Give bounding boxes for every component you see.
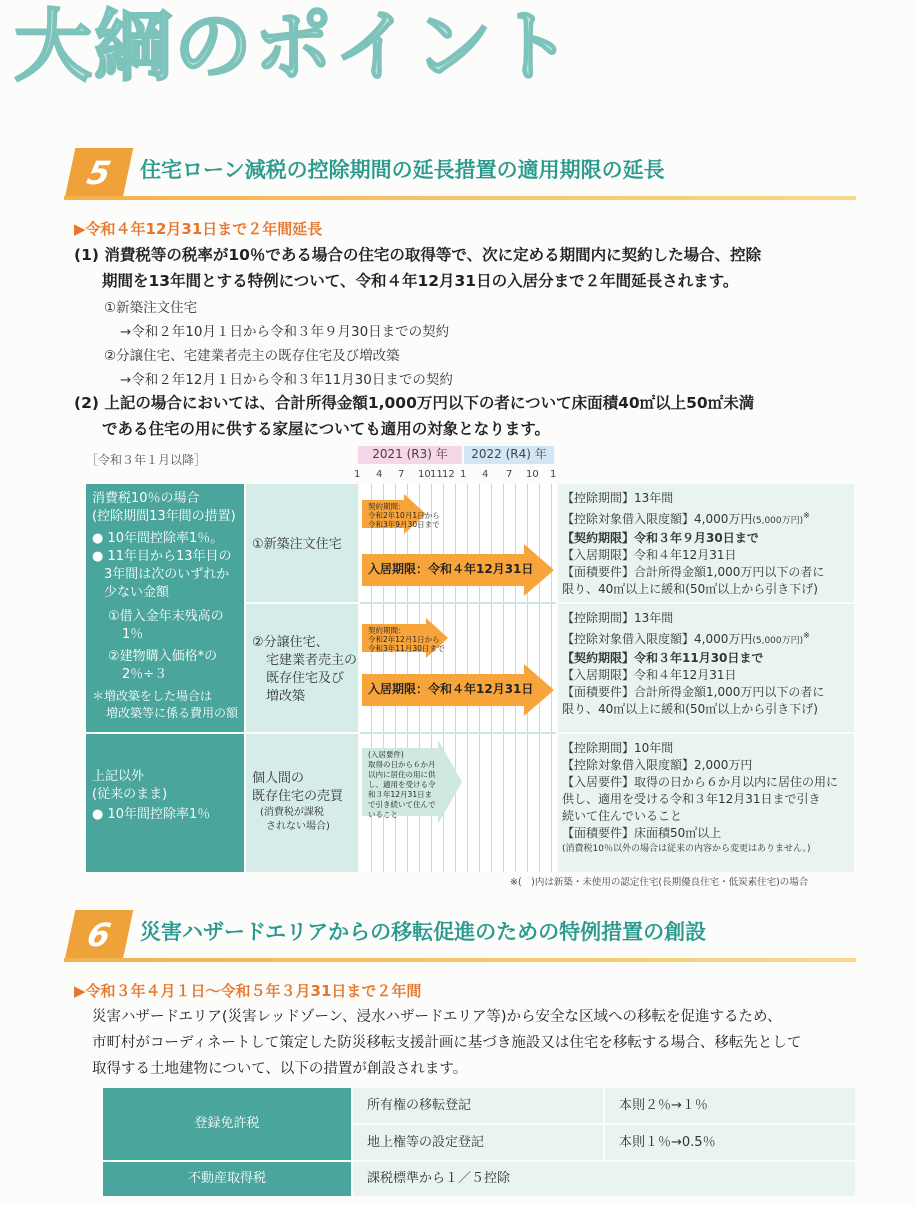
d1-5: 【入居期限】令和４年12月31日 <box>562 548 737 562</box>
d2-0: 【控除期間】13年間 <box>562 611 674 625</box>
d2-1c: ※ <box>803 631 810 640</box>
d2-6: 【面積要件】合計所得金額1,000万円以下の者に <box>562 685 825 699</box>
section5-subtitle: ▶令和４年12月31日まで２年間延長 <box>74 220 323 238</box>
d1-1a: 【控除対象借入限度額】4,000万円 <box>562 512 753 526</box>
lh-b1: ● 10年間控除率1％。 <box>92 531 224 546</box>
type1-label: ①新築注文住宅 <box>252 537 342 552</box>
grid-divider <box>360 602 556 604</box>
ra3-l4: し、適用を受ける令 <box>368 780 436 789</box>
ca2-l3: 令和3年11月30日まで <box>368 644 445 653</box>
contract-arrow-1-text <box>368 502 440 529</box>
lh-s2b: 2％÷３ <box>122 667 168 682</box>
d3-1: 【控除対象借入限度額】2,000万円 <box>562 758 753 772</box>
oh-t1: 上記以外 <box>92 769 145 784</box>
section5-header <box>64 148 856 200</box>
contract-arrow-2 <box>362 618 448 658</box>
s6-p-line2: 市町村がコーディネートして策定した防災移転支援計画に基づき施設又は住宅を移転する場合、移転先として <box>92 1035 802 1051</box>
d2-1 <box>562 627 850 650</box>
section6-title: 災害ハザードエリアからの移転促進のための特例措置の創設 <box>140 920 707 944</box>
d1-1b: (5,000万円) <box>752 516 804 526</box>
left-header-10pct <box>86 484 244 732</box>
section6-header <box>64 910 856 962</box>
left-header-other <box>86 734 244 872</box>
d3-6: (消費税10％以外の場合は従来の内容から変更はありません。) <box>562 844 811 854</box>
ra3-l3: 以内に居住の用に供 <box>368 770 436 779</box>
tax1-label: 登録免許税 <box>103 1088 351 1160</box>
type2-l4: 増改築 <box>266 689 306 704</box>
type2-l1: ②分譲住宅、 <box>252 635 329 650</box>
tick: 7 <box>398 469 405 480</box>
d1-6: 【面積要件】合計所得金額1,000万円以下の者に <box>562 565 825 579</box>
d3-4: 続いて住んでいること <box>562 809 683 823</box>
ca1-l1: 契約期間： <box>368 502 406 511</box>
tax2-label: 不動産取得税 <box>103 1162 351 1196</box>
s5-p1-line2: 期間を13年間とする特例について、令和４年12月31日の入居分まで２年間延長されます。 <box>102 272 739 290</box>
section6-number: 6 <box>65 910 134 960</box>
contract-arrow-2-text <box>368 626 444 653</box>
type3-l1: 個人間の <box>252 771 305 786</box>
s5-p2-line1: (2) 上記の場合においては、合計所得金額1,000万円以下の者について床面積40㎡以上50㎡未満 <box>74 394 755 412</box>
details-cell-2 <box>558 604 854 732</box>
type-cell-2 <box>246 604 358 732</box>
section6-subtitle: ▶令和３年４月１日〜令和５年３月31日まで２年間 <box>74 982 422 1000</box>
ra3-l6: で引き続いて住んで <box>368 800 436 809</box>
tick: 1 <box>550 469 557 480</box>
lh-b2b: 3年間は次のいずれか <box>104 567 230 582</box>
d3-2: 【入居要件】取得の日から６か月以内に居住の用に <box>562 775 839 789</box>
tick: 10 <box>418 469 431 480</box>
ra3-l5: 和３年12月31日ま <box>368 790 433 799</box>
move-in-arrow-2 <box>362 664 554 716</box>
d2-1a: 【控除対象借入限度額】4,000万円 <box>562 632 753 646</box>
tick: 1 <box>460 469 467 480</box>
lh-s1a: ①借入金年末残高の <box>108 609 224 624</box>
lh-b2a: ● 11年目から13年目の <box>92 549 232 564</box>
grid-divider <box>360 732 556 734</box>
d1-4: 【契約期限】令和３年９月30日まで <box>562 531 759 545</box>
ca1-l3: 令和3年9月30日まで <box>368 520 440 529</box>
ra3-l1: (入居要件) <box>368 750 404 759</box>
s6-p-line3: 取得する土地建物について、以下の措置が創設されます。 <box>92 1061 468 1077</box>
type2-l2: 宅建業者売主の <box>266 653 358 668</box>
lh-n1: ＊増改築をした場合は <box>92 689 213 703</box>
move-in-arrow-1-text: 入居期限：令和４年12月31日 <box>368 562 534 576</box>
r3-item: 課税標準から１／５控除 <box>353 1162 855 1196</box>
s5-p2-line2: である住宅の用に供する家屋についても適用の対象となります。 <box>102 420 550 438</box>
lh-b2c: 少ない金額 <box>104 585 170 600</box>
type3-l4: されない場合) <box>266 821 330 832</box>
oh-t2: (従来のまま) <box>92 787 168 802</box>
details-cell-1 <box>558 484 854 602</box>
type-cell-1 <box>246 484 358 602</box>
timeline-year2: 2022 (R4) 年 <box>464 446 554 464</box>
type2-l3: 既存住宅及び <box>266 671 345 686</box>
s5-item2: ②分譲住宅、宅建業者売主の既存住宅及び増改築 <box>104 348 400 364</box>
type3-l2: 既存住宅の売買 <box>252 789 344 804</box>
s5-item2-detail: →令和２年12月１日から令和３年11月30日までの契約 <box>120 372 453 388</box>
tick: 11 <box>430 469 443 480</box>
type3-l3: (消費税が課税 <box>260 807 324 818</box>
ca2-l1: 契約期間： <box>368 626 406 635</box>
d1-1c: ※ <box>803 511 810 520</box>
s5-item1: ①新築注文住宅 <box>104 300 198 316</box>
d2-5: 【入居期限】令和４年12月31日 <box>562 668 737 682</box>
ca2-l2: 令和2年12月1日から <box>368 635 440 644</box>
tick: 7 <box>506 469 513 480</box>
tax-measures-table <box>103 1088 855 1196</box>
timeline-ticks <box>354 468 564 482</box>
lh-title1: 消費税10％の場合 <box>92 491 200 506</box>
requirement-arrow-3-text <box>368 750 436 820</box>
d1-1 <box>562 507 850 530</box>
d3-3: 供し、適用を受ける令和３年12月31日まで引き <box>562 792 821 806</box>
tick: 10 <box>526 469 539 480</box>
tick: 4 <box>482 469 489 480</box>
lh-s1b: 1％ <box>122 627 144 642</box>
lh-n2: 増改築等に係る費用の額 <box>106 706 239 720</box>
ra3-l7: いること <box>368 810 398 819</box>
lh-title2: (控除期間13年間の措置) <box>92 509 236 524</box>
d2-1b: (5,000万円) <box>752 636 804 646</box>
ca1-l2: 令和2年10月1日から <box>368 511 440 520</box>
move-in-arrow-1 <box>362 544 554 596</box>
section5-underline <box>64 196 856 200</box>
ra3-l2: 取得の日から６か月 <box>368 760 436 769</box>
requirement-arrow-3 <box>362 740 462 824</box>
type-cell-3 <box>246 734 358 872</box>
note-date: ［令和３年１月以降］ <box>86 453 207 467</box>
timeline-year1: 2021 (R3) 年 <box>358 446 462 464</box>
move-in-arrow-2-text: 入居期限：令和４年12月31日 <box>368 682 534 696</box>
section5-number: 5 <box>65 148 134 198</box>
d3-5: 【面積要件】床面積50㎡以上 <box>562 826 722 840</box>
details-cell-3 <box>558 734 854 872</box>
s5-item1-detail: →令和２年10月１日から令和３年９月30日までの契約 <box>120 324 450 340</box>
s5-p1-line1: (1) 消費税等の税率が10％である場合の住宅の取得等で、次に定める期間内に契約した場合、控除 <box>74 246 762 264</box>
d3-0: 【控除期間】10年間 <box>562 741 674 755</box>
loan-deduction-table <box>86 484 854 872</box>
d1-0: 【控除期間】13年間 <box>562 491 674 505</box>
r1-item: 所有権の移転登記 <box>353 1088 603 1123</box>
s6-p-line1: 災害ハザードエリア(災害レッドゾーン、浸水ハザードエリア等)から安全な区域への移転を促進するため、 <box>92 1009 782 1025</box>
tick: 12 <box>442 469 455 480</box>
lh-s2a: ②建物購入価格*の <box>108 649 218 664</box>
d2-4: 【契約期限】令和３年11月30日まで <box>562 651 764 665</box>
r2-value: 本則１％→0.5％ <box>605 1125 855 1160</box>
oh-b1: ● 10年間控除率1％ <box>92 807 211 822</box>
r1-value: 本則２％→１％ <box>605 1088 855 1123</box>
section6-underline <box>64 958 856 962</box>
page-title: 大綱のポイント <box>14 2 575 92</box>
tick: 4 <box>376 469 383 480</box>
d2-7: 限り、40㎡以上に緩和(50㎡以上から引き下げ) <box>562 702 818 716</box>
tick: 1 <box>354 469 361 480</box>
d1-7: 限り、40㎡以上に緩和(50㎡以上から引き下げ) <box>562 582 818 596</box>
r2-item: 地上権等の設定登記 <box>353 1125 603 1160</box>
table-footnote: ※( )内は新築・未使用の認定住宅(長期優良住宅・低炭素住宅)の場合 <box>510 877 809 888</box>
section5-title: 住宅ローン減税の控除期間の延長措置の適用期限の延長 <box>140 158 665 182</box>
contract-arrow-1 <box>362 494 440 534</box>
